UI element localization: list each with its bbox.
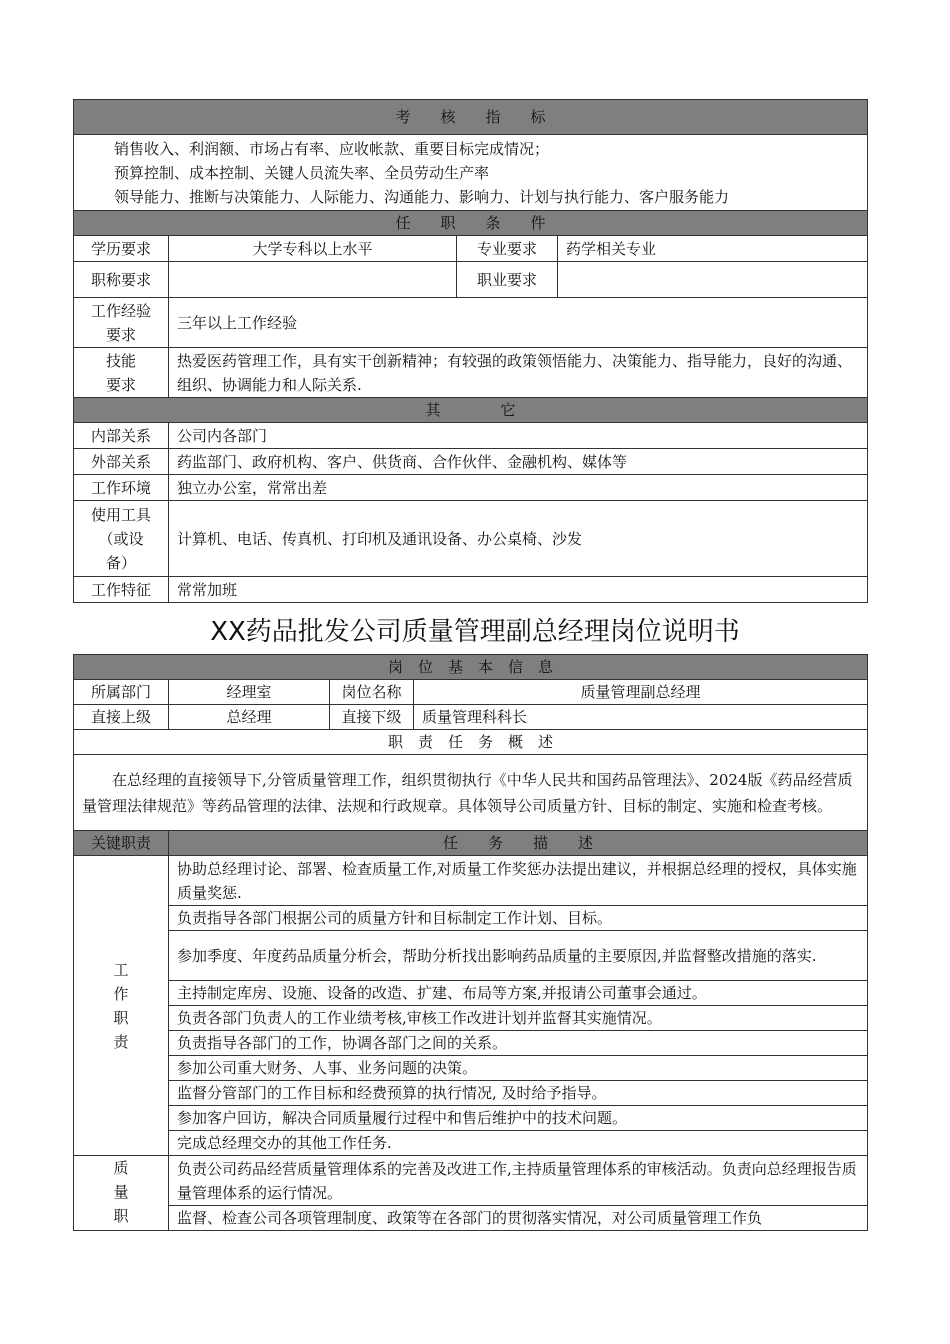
education-label: 学历要求	[74, 236, 169, 262]
experience-value: 三年以上工作经验	[169, 298, 868, 348]
tools-value: 计算机、电话、传真机、打印机及通讯设备、办公桌椅、沙发	[169, 501, 868, 577]
title-requirement-value	[169, 262, 457, 298]
work-environment-value: 独立办公室，常常出差	[169, 475, 868, 501]
superior-value: 总经理	[169, 705, 330, 730]
quality-duties-label	[74, 1156, 169, 1231]
department-value: 经理室	[169, 680, 330, 705]
work-duty-item: 完成总经理交办的其他工作任务.	[169, 1131, 868, 1156]
quality-duties-label-char: 职	[113, 1207, 129, 1225]
key-duties-label: 关键职责	[74, 831, 169, 856]
quality-duty-item: 监督、检查公司各项管理制度、政策等在各部门的贯彻落实情况，对公司质量管理工作负	[169, 1206, 868, 1231]
superior-label: 直接上级	[74, 705, 169, 730]
work-duty-item: 负责各部门负责人的工作业绩考核,审核工作改进计划并监督其实施情况。	[169, 1006, 868, 1031]
other-header: 其 它	[74, 398, 868, 423]
external-relation-value: 药监部门、政府机构、客户、供货商、合作伙伴、金融机构、媒体等	[169, 449, 868, 475]
title-requirement-label: 职称要求	[74, 262, 169, 298]
requirements-table	[73, 99, 868, 603]
quality-duties-label-char: 量	[113, 1183, 129, 1201]
external-relation-label: 外部关系	[74, 449, 169, 475]
vocation-label: 职业要求	[457, 262, 558, 298]
work-duty-item: 监督分管部门的工作目标和经费预算的执行情况, 及时给予指导。	[169, 1081, 868, 1106]
work-feature-value: 常常加班	[169, 577, 868, 603]
subordinate-label: 直接下级	[330, 705, 414, 730]
work-duty-item: 负责指导各部门根据公司的质量方针和目标制定工作计划、目标。	[169, 906, 868, 931]
department-label: 所属部门	[74, 680, 169, 705]
position-label: 岗位名称	[330, 680, 414, 705]
major-value: 药学相关专业	[558, 236, 868, 262]
education-value: 大学专科以上水平	[169, 236, 457, 262]
qualifications-header: 任 职 条 件	[74, 211, 868, 236]
document-title: XX药品批发公司质量管理副总经理岗位说明书	[210, 617, 740, 647]
work-duties-label-char: 责	[113, 1032, 129, 1051]
internal-relation-label: 内部关系	[74, 423, 169, 449]
position-value: 质量管理副总经理	[414, 680, 868, 705]
skill-value: 热爱医药管理工作，具有实干创新精神；有较强的政策领悟能力、决策能力、指导能力，良好的沟通、组织、协调能力和人际关系.	[169, 348, 868, 398]
work-duty-item: 协助总经理讨论、部署、检查质量工作,对质量工作奖惩办法提出建议，并根据总经理的授权，具体实施质量奖惩.	[169, 856, 868, 906]
work-duty-item: 主持制定库房、设施、设备的改造、扩建、布局等方案,并报请公司董事会通过。	[169, 981, 868, 1006]
experience-label	[74, 298, 169, 348]
work-duty-item: 参加季度、年度药品质量分析会，帮助分析找出影响药品质量的主要原因,并监督整改措施的落实.	[169, 931, 868, 981]
experience-label-line: 工作经验	[90, 301, 151, 320]
assessment-header: 考 核 指 标	[74, 100, 868, 135]
experience-label-line: 要求	[105, 325, 136, 344]
basic-info-header: 岗 位 基 本 信 息	[74, 655, 868, 680]
tools-label-line: （或设	[98, 529, 144, 548]
work-duties-label-char: 作	[113, 984, 129, 1003]
assessment-content	[74, 135, 868, 211]
work-duty-item: 参加公司重大财务、人事、业务问题的决策。	[169, 1056, 868, 1081]
quality-duty-item: 负责公司药品经营质量管理体系的完善及改进工作,主持质量管理体系的审核活动。负责向总经理报告质量管理体系的运行情况。	[169, 1156, 868, 1206]
work-duties-label-char: 职	[113, 1008, 129, 1027]
assessment-line: 销售收入、利润额、市场占有率、应收帐款、重要目标完成情况；	[114, 139, 550, 158]
quality-duties-label-char: 质	[113, 1159, 129, 1177]
major-label: 专业要求	[457, 236, 558, 262]
job-description-table	[73, 654, 868, 1231]
work-duty-item: 参加客户回访，解决合同质量履行过程中和售后维护中的技术问题。	[169, 1106, 868, 1131]
work-environment-label: 工作环境	[74, 475, 169, 501]
work-feature-label: 工作特征	[74, 577, 169, 603]
work-duty-item: 负责指导各部门的工作，协调各部门之间的关系。	[169, 1031, 868, 1056]
task-description-header: 任 务 描 述	[169, 831, 868, 856]
subordinate-value: 质量管理科科长	[414, 705, 868, 730]
assessment-line: 预算控制、成本控制、关键人员流失率、全员劳动生产率	[114, 163, 490, 182]
tools-label-line: 备）	[105, 553, 136, 572]
skill-label	[74, 348, 169, 398]
work-duties-label	[74, 856, 169, 1156]
skill-label-line: 要求	[105, 375, 136, 394]
overview-text: 在总经理的直接领导下,分管质量管理工作，组织贯彻执行《中华人民共和国药品管理法》、2024版《药品经营质量管理法律规范》等药品管理的法律、法规和行政规章。具体领导公司质量方针、目标的制定、实施和检查考核。	[74, 755, 868, 831]
skill-label-line: 技能	[105, 351, 136, 370]
vocation-value	[558, 262, 868, 298]
tools-label-line: 使用工具	[90, 505, 151, 524]
overview-header: 职 责 任 务 概 述	[74, 730, 868, 755]
assessment-line: 领导能力、推断与决策能力、人际能力、沟通能力、影响力、计划与执行能力、客户服务能力	[114, 187, 730, 206]
internal-relation-value: 公司内各部门	[169, 423, 868, 449]
work-duties-label-char: 工	[113, 960, 129, 979]
tools-label	[74, 501, 169, 577]
